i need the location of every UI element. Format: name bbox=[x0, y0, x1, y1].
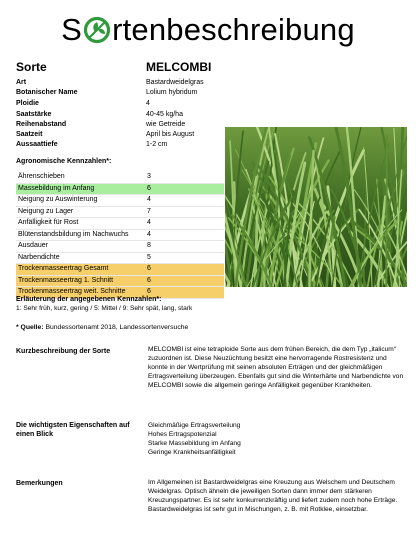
trait-name: Narbendichte bbox=[18, 253, 60, 261]
remarks-label: Bemerkungen bbox=[16, 480, 63, 487]
trait-name: Trockenmasseertrag weit. Schnitte bbox=[18, 288, 126, 295]
trait-score: 6 bbox=[147, 184, 151, 192]
trait-row bbox=[16, 253, 224, 265]
sorte-label: Sorte bbox=[16, 60, 47, 74]
trait-name: Blütenstandsbildung im Nachwuchs bbox=[18, 230, 129, 238]
trait-row bbox=[16, 241, 224, 253]
trait-row bbox=[16, 264, 224, 276]
agronomic-title: Agronomische Kennzahlen*: bbox=[16, 158, 112, 165]
trait-row bbox=[16, 195, 224, 207]
key-properties-label: Die wichtigsten Eigenschaften auf einen Blick bbox=[16, 422, 130, 438]
trait-score: 6 bbox=[147, 288, 151, 295]
trait-row bbox=[16, 218, 224, 230]
trait-score: 6 bbox=[147, 276, 151, 284]
title-prefix: S bbox=[61, 12, 83, 47]
property-value: wie Getreide bbox=[146, 121, 186, 128]
source-text: Bundessortenamt 2018, Landessortenversuche bbox=[43, 324, 189, 331]
title-suffix: rtenbeschreibung bbox=[112, 12, 355, 47]
remarks-text: Im Allgemeinen ist Bastardweidelgras eine Kreuzung aus Welschem und Deutschem Weidelgras. Optisch ähneln die jeweiligen Sorten dann immer dem stärkeren Kreuzungspartner. Es ist sehr konkurrenzkräftig und liefert zudem noch hohe Erträge. Bastardweidelgras ist sehr gut in Mischungen, z. B. mit Rotklee, einsetzbar. bbox=[148, 479, 398, 513]
document-title bbox=[61, 10, 355, 50]
trait-row bbox=[16, 172, 224, 184]
grass-photo bbox=[225, 127, 407, 287]
grass-blade bbox=[386, 136, 387, 287]
property-value: Lolium hybridum bbox=[146, 89, 198, 96]
trait-row bbox=[16, 207, 224, 219]
property-value: 4 bbox=[146, 100, 150, 107]
property-value: April bis August bbox=[146, 131, 195, 138]
trait-row bbox=[16, 184, 224, 196]
property-key: Ploidie bbox=[16, 100, 39, 107]
trait-name: Trockenmasseertrag Gesamt bbox=[18, 265, 109, 272]
source-note bbox=[16, 324, 188, 331]
trait-name: Trockenmasseertrag 1. Schnitt bbox=[18, 276, 114, 284]
leaf-logo-icon bbox=[83, 16, 111, 44]
property-key: Reihenabstand bbox=[16, 121, 67, 128]
agronomic-table bbox=[16, 172, 224, 299]
explanation-text: 1: Sehr früh, kurz, gering / 5: Mittel / 9: Sehr spät, lang, stark bbox=[16, 305, 193, 312]
short-description-label: Kurzbeschreibung der Sorte bbox=[16, 348, 111, 355]
property-key: Saatstärke bbox=[16, 111, 52, 118]
trait-name: Massebildung im Anfang bbox=[18, 184, 95, 192]
trait-name: Neigung zu Auswinterung bbox=[18, 196, 98, 203]
trait-score: 8 bbox=[147, 242, 151, 249]
key-property-item: Gleichmäßige Ertragsverteilung bbox=[148, 422, 241, 429]
document-header bbox=[0, 10, 416, 50]
property-key: Aussaattiefe bbox=[16, 141, 58, 148]
trait-score: 7 bbox=[147, 207, 151, 215]
trait-score: 6 bbox=[147, 265, 151, 272]
trait-score: 5 bbox=[147, 253, 151, 261]
property-key: Art bbox=[16, 79, 27, 86]
key-property-item: Geringe Krankheitsanfälligkeit bbox=[148, 449, 236, 456]
sorte-value: MELCOMBI bbox=[146, 60, 212, 74]
trait-name: Anfälligkeit für Rost bbox=[18, 219, 79, 226]
grass-image bbox=[225, 127, 407, 287]
trait-row bbox=[16, 276, 224, 288]
key-property-item: Starke Massebildung im Anfang bbox=[148, 440, 241, 447]
trait-name: Ährenschieben bbox=[18, 173, 65, 180]
property-key: Botanischer Name bbox=[16, 89, 78, 96]
key-properties-list bbox=[148, 421, 406, 457]
explanation-title: Erläuterung der angegebenen Kennzahlen*: bbox=[16, 296, 162, 303]
trait-score: 4 bbox=[147, 196, 151, 203]
trait-name: Ausdauer bbox=[18, 242, 48, 249]
property-value: 1-2 cm bbox=[146, 141, 168, 148]
trait-score: 4 bbox=[147, 230, 151, 238]
property-key: Saatzeit bbox=[16, 131, 43, 138]
trait-score: 3 bbox=[147, 173, 151, 180]
key-property-item: Hohes Ertragspotenzial bbox=[148, 431, 217, 438]
short-description-text: MELCOMBI ist eine tetraploide Sorte aus dem frühen Bereich, die dem Typ „italicum“ zuzuordnen ist. Diese Neuzüchtung besitzt eine hervorragende Rostresistenz und konnte in der Wertprüfung mit seinen absoluten Erträgen und der gleichmäßigen Ertragsverteilung überzeugen. Ebenfalls gut sind die Winterhärte und Narbendichte von MELCOMBI sowie die allgemein geringe Anfälligkeit gegenüber Krankheiten. bbox=[148, 346, 404, 389]
property-value: Bastardweidelgras bbox=[146, 79, 204, 86]
trait-name: Neigung zu Lager bbox=[18, 207, 74, 215]
trait-score: 4 bbox=[147, 219, 151, 226]
trait-row bbox=[16, 230, 224, 242]
source-label: * Quelle: bbox=[16, 324, 44, 331]
property-value: 40-45 kg/ha bbox=[146, 111, 183, 118]
